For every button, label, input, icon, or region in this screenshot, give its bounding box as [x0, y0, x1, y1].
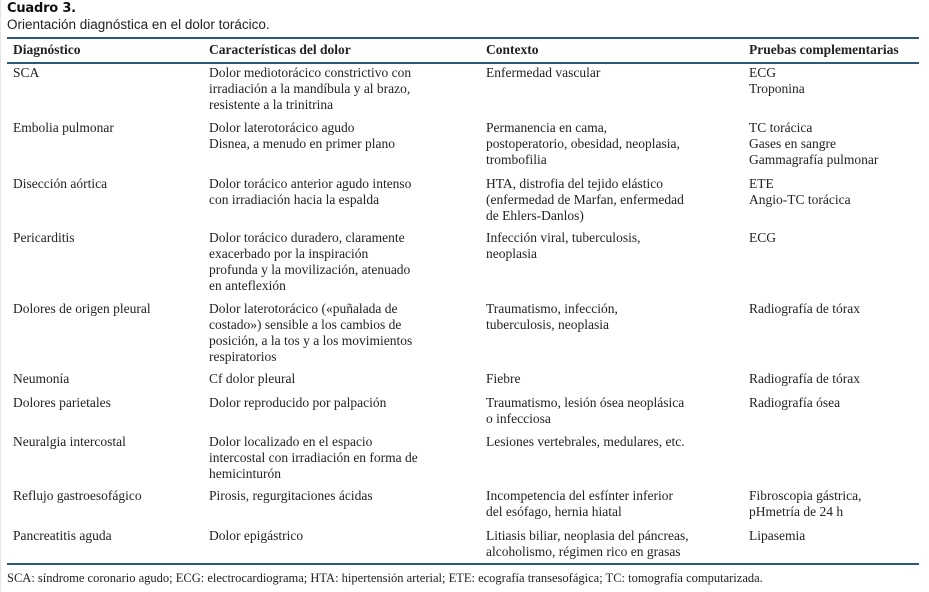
- cell-contexto: Traumatismo, infección, tuberculosis, neoplasia: [486, 301, 618, 332]
- cell-contexto: Traumatismo, lesión ósea neoplásica o infecciosa: [486, 395, 685, 426]
- table-top-rule: [7, 37, 919, 39]
- cell-caracteristicas: Dolor torácico duradero, claramente exacerbado por la inspiración profunda y la movilización, atenuado en anteflexión: [209, 230, 411, 293]
- cell-diagnostico: Neumonía: [13, 371, 70, 386]
- cell-pruebas: Fibroscopia gástrica, pHmetría de 24 h: [749, 488, 862, 519]
- cell-contexto: HTA, distrofia del tejido elástico (enfermedad de Marfan, enfermedad de Ehlers-Danlos): [486, 176, 684, 223]
- cell-pruebas: Lipasemia: [749, 528, 806, 543]
- cell-pruebas: TC torácica Gases en sangre Gammagrafía pulmonar: [749, 120, 879, 167]
- cell-caracteristicas: Dolor reproducido por palpación: [209, 395, 387, 410]
- cell-caracteristicas: Dolor epigástrico: [209, 528, 304, 543]
- header-diagnostico: Diagnóstico: [13, 42, 81, 57]
- cell-pruebas: ECG: [749, 230, 776, 245]
- cell-contexto: Incompetencia del esfínter inferior del esófago, hernia hiatal: [486, 488, 674, 519]
- cell-caracteristicas: Dolor localizado en el espacio intercostal con irradiación en forma de hemicinturón: [209, 434, 418, 481]
- cell-contexto: Fiebre: [486, 371, 521, 386]
- table-header-rule: [7, 62, 919, 64]
- header-contexto: Contexto: [486, 42, 539, 57]
- cell-contexto: Litiasis biliar, neoplasia del páncreas, alcoholismo, régimen rico en grasas: [486, 528, 689, 559]
- cell-diagnostico: Dolores de origen pleural: [13, 301, 151, 316]
- cell-contexto: Permanencia en cama, postoperatorio, obesidad, neoplasia, trombofilia: [486, 120, 680, 167]
- cell-pruebas: Radiografía de tórax: [749, 371, 860, 386]
- cell-contexto: Enfermedad vascular: [486, 65, 601, 80]
- cell-caracteristicas: Dolor laterotorácico («puñalada de costado») sensible a los cambios de posición, a la tos y a los movimientos respiratorios: [209, 301, 413, 364]
- cell-diagnostico: Pericarditis: [13, 230, 75, 245]
- cell-pruebas: ECG Troponina: [749, 65, 805, 96]
- cell-diagnostico: Reflujo gastroesofágico: [13, 488, 142, 503]
- cell-diagnostico: Disección aórtica: [13, 176, 108, 191]
- cell-caracteristicas: Pirosis, regurgitaciones ácidas: [209, 488, 373, 503]
- cell-caracteristicas: Cf dolor pleural: [209, 371, 296, 386]
- cell-diagnostico: Pancreatitis aguda: [13, 528, 112, 543]
- table-caption-title: Cuadro 3.: [7, 1, 76, 16]
- cell-diagnostico: Neuralgia intercostal: [13, 434, 126, 449]
- cell-pruebas: Radiografía ósea: [749, 395, 841, 410]
- cell-diagnostico: SCA: [13, 65, 40, 80]
- cell-diagnostico: Embolia pulmonar: [13, 120, 114, 135]
- cell-contexto: Lesiones vertebrales, medulares, etc.: [486, 434, 685, 449]
- cell-caracteristicas: Dolor mediotorácico constrictivo con irradiación a la mandíbula y al brazo, resistente a la trinitrina: [209, 65, 412, 112]
- cell-pruebas: Radiografía de tórax: [749, 301, 860, 316]
- cell-diagnostico: Dolores parietales: [13, 395, 111, 410]
- header-caracteristicas: Características del dolor: [209, 42, 351, 57]
- table-footnote: SCA: síndrome coronario agudo; ECG: electrocardiograma; HTA: hipertensión arterial; ETE: ecografía transesofágica; TC: tomografía computarizada.: [7, 571, 763, 585]
- cell-caracteristicas: Dolor torácico anterior agudo intenso con irradiación hacia la espalda: [209, 176, 412, 207]
- cell-pruebas: ETE Angio-TC torácica: [749, 176, 851, 207]
- cell-contexto: Infección viral, tuberculosis, neoplasia: [486, 230, 641, 261]
- header-pruebas: Pruebas complementarias: [749, 42, 899, 57]
- table-caption-subtitle: Orientación diagnóstica en el dolor torácico.: [7, 17, 270, 32]
- cell-caracteristicas: Dolor laterotorácico agudo Disnea, a menudo en primer plano: [209, 120, 395, 151]
- table-bottom-rule: [7, 563, 919, 565]
